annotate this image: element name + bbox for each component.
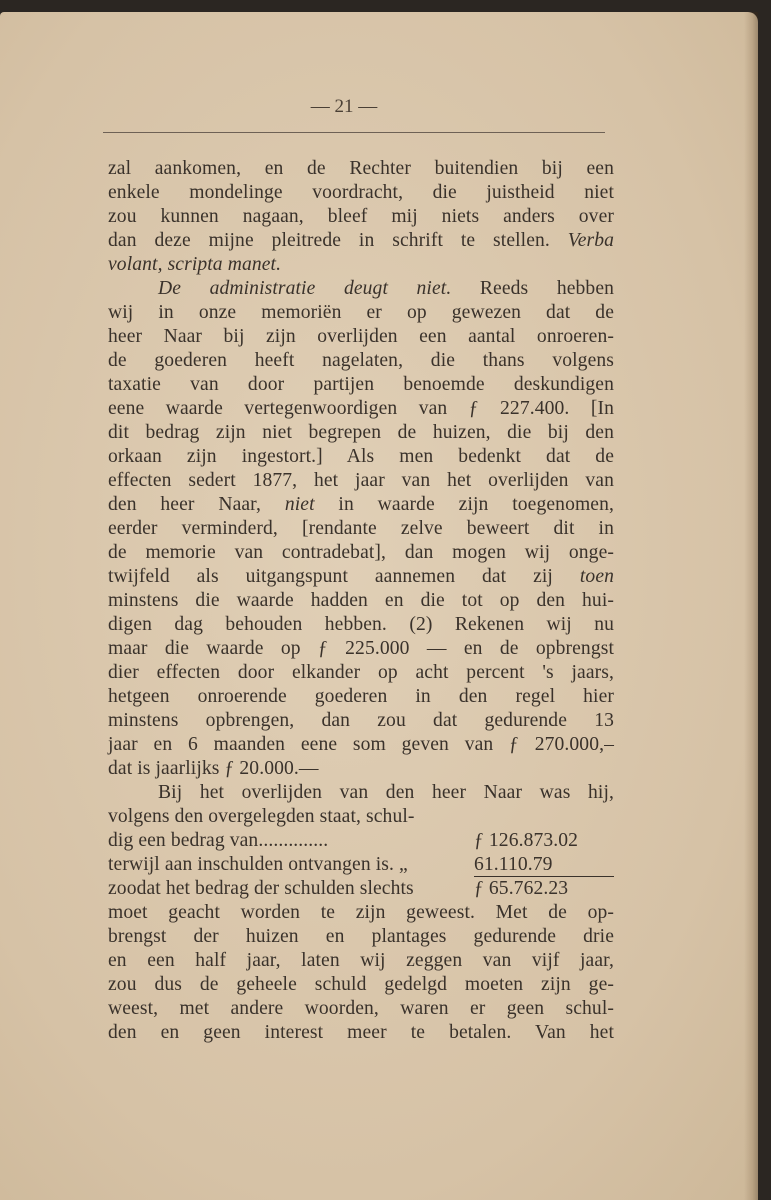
text-line: eene waarde vertegenwoordigen van ƒ 227.400. [In (108, 398, 614, 419)
text-line: Bij het overlijden van den heer Naar was hij, (158, 782, 614, 803)
text-line: De administratie deugt niet. Reeds hebben (158, 278, 615, 299)
ledger-amount: ƒ 65.762.23 (474, 878, 569, 899)
ledger-row (108, 877, 614, 901)
text-line: maar die waarde op ƒ 225.000 — en de opbrengst (108, 638, 614, 659)
text-line: en een half jaar, laten wij zeggen van vijf jaar, (108, 950, 614, 971)
section-heading: De administratie deugt niet. (158, 278, 452, 299)
text-line: effecten sedert 1877, het jaar van het overlijden van (108, 470, 614, 491)
text-line: orkaan zijn ingestort.] Als men bedenkt dat de (108, 446, 614, 467)
ledger-amount: ƒ 126.873.02 (474, 830, 579, 851)
text-line: dier effecten door elkander op acht percent 's jaars, (108, 662, 614, 683)
text-line: minstens opbrengen, dan zou dat gedurende 13 (108, 710, 614, 731)
text-line: eerder verminderd, [rendante zelve beweert dit in (108, 518, 614, 539)
text-line: de memorie van contradebat], dan mogen wij onge- (108, 542, 614, 563)
text-line: dit bedrag zijn niet begrepen de huizen, die bij den (108, 422, 614, 443)
text-line: twijfeld als uitgangspunt aannemen dat zij toen (108, 566, 615, 587)
text-line: brengst der huizen en plantages gedurende drie (108, 926, 614, 947)
ledger-amount: 61.110.79 (474, 853, 614, 877)
text-line: dat is jaarlijks ƒ 20.000.— (108, 758, 319, 779)
text-line: taxatie van door partijen benoemde deskundigen (108, 374, 614, 395)
text-line: weest, met andere woorden, waren er geen schul- (108, 998, 614, 1019)
header-rule (103, 132, 605, 133)
text-line: de goederen heeft nagelaten, die thans volgens (108, 350, 614, 371)
text-line: jaar en 6 maanden eene som geven van ƒ 270.000,– (108, 734, 614, 755)
text-line: volgens den overgelegden staat, schul- (108, 806, 415, 827)
text-line: volant, scripta manet. (108, 254, 282, 275)
text-line: wij in onze memoriën er op gewezen dat de (108, 302, 614, 323)
page-number: — 21 — (310, 96, 378, 117)
text-line: dan deze mijne pleitrede in schrift te stellen. Verba (108, 230, 615, 251)
ledger-label: zoodat het bedrag der schulden slechts (108, 878, 414, 899)
text-line: heer Naar bij zijn overlijden een aantal onroeren- (108, 326, 614, 347)
ledger-label: terwijl aan inschulden ontvangen is. „ (108, 854, 408, 875)
text-line: den heer Naar, niet in waarde zijn toegenomen, (108, 494, 614, 515)
text-line: zou kunnen nagaan, bleef mij niets anders over (108, 206, 614, 227)
text-line: hetgeen onroerende goederen in den regel hier (108, 686, 614, 707)
text-line: zal aankomen, en de Rechter buitendien bij een (108, 158, 614, 179)
ledger-row (108, 829, 614, 853)
ledger-row (108, 853, 614, 877)
text-line: enkele mondelinge voordracht, die juistheid niet (108, 182, 614, 203)
text-line: moet geacht worden te zijn geweest. Met de op- (108, 902, 614, 923)
text-line: den en geen interest meer te betalen. Van het (108, 1022, 614, 1043)
page-edge-shadow (744, 12, 758, 1200)
text-line: digen dag behouden hebben. (2) Rekenen wij nu (108, 614, 614, 635)
text-line: zou dus de geheele schuld gedelgd moeten zijn ge- (108, 974, 614, 995)
book-page (0, 12, 758, 1200)
text-line: minstens die waarde hadden en die tot op den hui- (108, 590, 614, 611)
ledger-label: dig een bedrag van.............. (108, 830, 329, 851)
body-text (108, 157, 614, 1045)
